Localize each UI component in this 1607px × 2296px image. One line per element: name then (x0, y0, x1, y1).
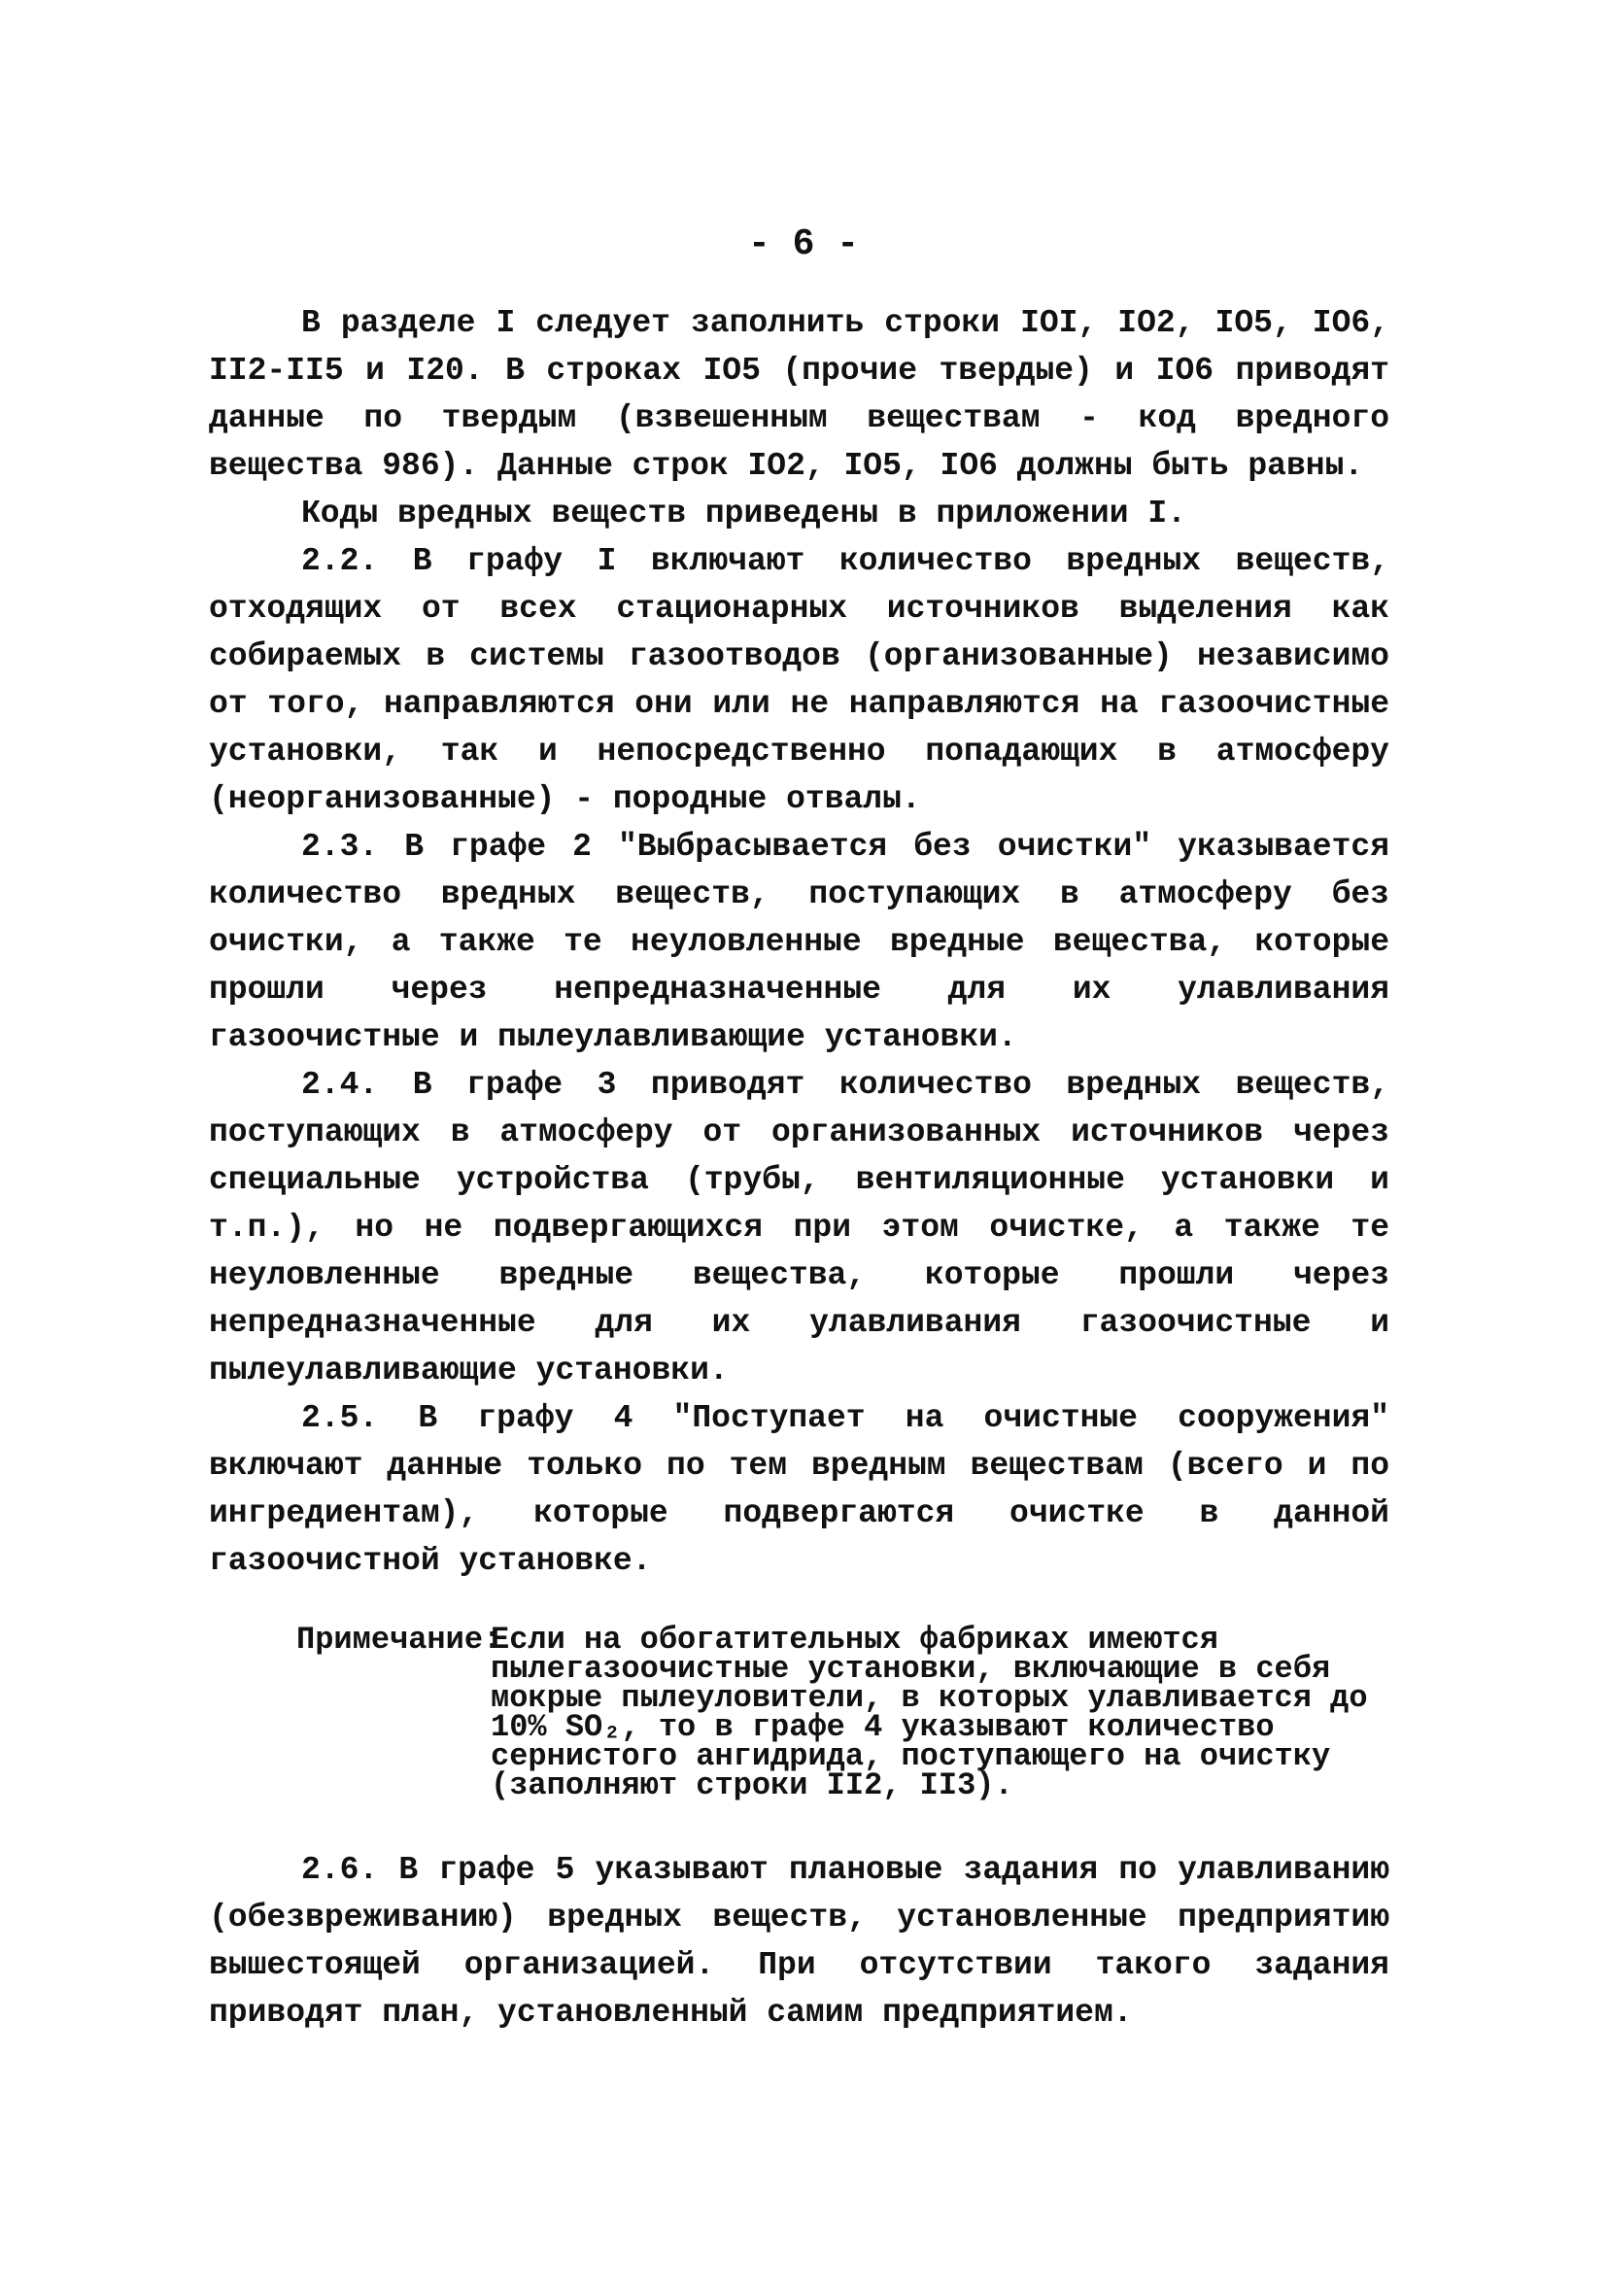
paragraph-section-1: В разделе I следует заполнить строки IOI, IO2, IO5, IO6, II2-II5 и I20. В строках IO5 (прочие твердые) и IO6 приводят данные по твердым (взвешенным веществам - код вредного вещества 986). Данные строк IO2, IO5, IO6 должны быть равны. (209, 305, 1389, 484)
paragraph-2-5: 2.5. В графу 4 "Поступает на очистные сооружения" включают данные только по тем вредным веществам (всего и по ингредиентам), которые подвергаются очистке в данной газоочистной установке. (209, 1400, 1389, 1579)
paragraph-2-2: 2.2. В графу I включают количество вредных веществ, отходящих от всех стационарных источников выделения как собираемых в системы газоотводов (организованные) независимо от того, направляются они или не направляются на газоочистные установки, так и непосредственно попадающих в атмосферу (неорганизованные) - породные отвалы. (209, 543, 1389, 817)
note-block (209, 1622, 1389, 1803)
page-number: - 6 - (747, 223, 860, 265)
paragraph-2-4: 2.4. В графе 3 приводят количество вредных веществ, поступающих в атмосферу от организованных источников через специальные устройства (трубы, вентиляционные установки и т.п.), но не подвергающихся при этом очистке, а также те неуловленные вредные вещества, которые прошли через непредназначенные для их улавливания газоочистные и пылеулавливающие установки. (209, 1067, 1389, 1388)
paragraph-codes-reference: Коды вредных веществ приведены в приложении I. (301, 496, 1186, 531)
note-label: Примечание: (296, 1622, 502, 1658)
paragraph-2-3: 2.3. В графе 2 "Выбрасывается без очистки" указывается количество вредных веществ, поступающих в атмосферу без очистки, а также те неуловленные вредные вещества, которые прошли через непредназначенные для их улавливания газоочистные и пылеулавливающие установки. (209, 829, 1389, 1055)
body-text (209, 299, 1389, 2037)
paragraph-2-6: 2.6. В графе 5 указывают плановые задания по улавливанию (обезвреживанию) вредных веществ, установленные предприятию вышестоящей организацией. При отсутствии такого задания приводят план, установленный самим предприятием. (209, 1852, 1389, 2031)
note-text: Если на обогатительных фабриках имеются пылегазоочистные установки, включающие в себя мокрые пылеуловители, в которых улавливается до 10% SO₂, то в графе 4 указывают количество сернистого ангидрида, поступающего на очистку (заполняют строки II2, II3). (491, 1622, 1368, 1803)
